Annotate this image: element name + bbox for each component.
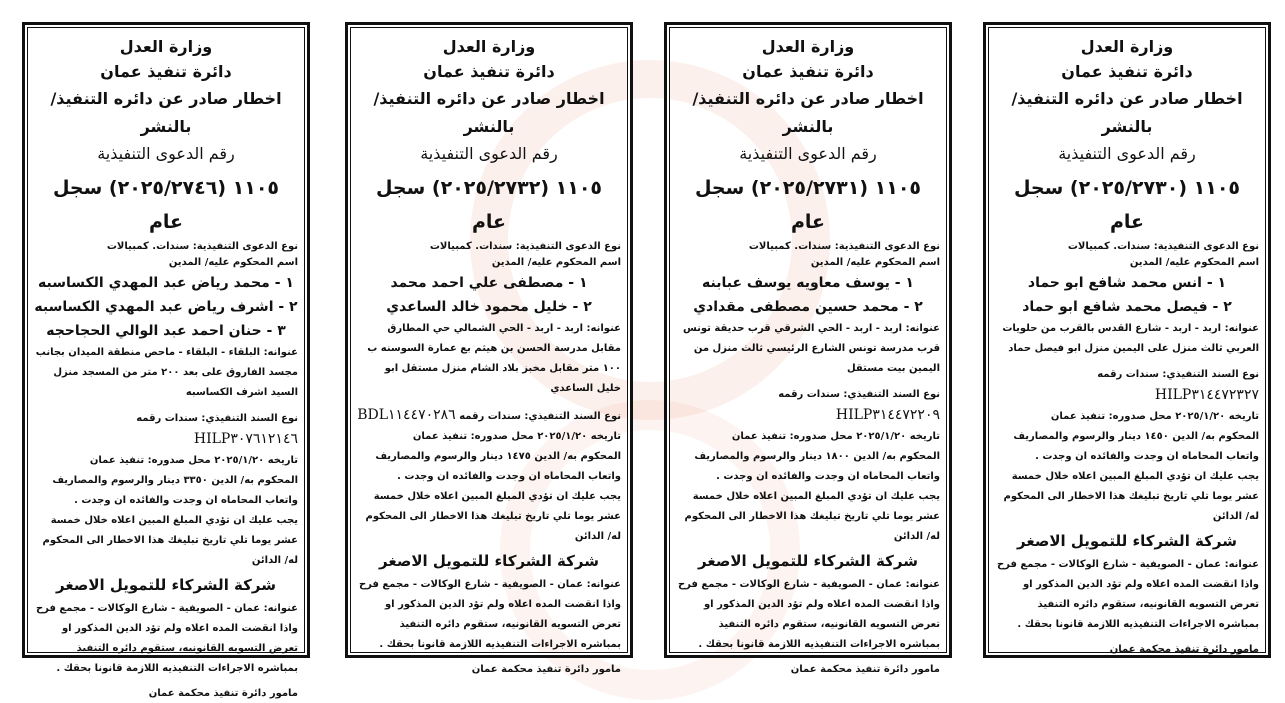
case-number: ١١٠٥ (٢٠٢٥/٢٧٣١) سجل عام [694,177,922,233]
defendant-address: عنوانه: اربد - اربد - الحي الشمالي حي المطارق مقابل مدرسة الحسن بن هيثم بع عمارة السوسنه ب ١٠٠ متر مقابل مخبز بلاد الشام منزل مستقل ابو خليل الساعدي [367,323,621,394]
case-number: ١١٠٥ (٢٠٢٥/٢٧٣٠) سجل عام [1013,177,1241,233]
bond-line [676,385,940,427]
creditor-address: عنوانه: عمان - الصويفية - شارع الوكالات - مجمع فرح [996,559,1259,570]
creditor-company: شركة الشركاء للتمويل الاصغر [56,576,276,594]
defendant-name: ٢ - محمد حسين مصطفى مقدادي [693,299,923,315]
notice-headline: اخطار صادر عن دائره التنفيذ/ بالنشر [373,89,605,136]
bond-number: HILP٣١٤٤٧٢٣٢٧ [1154,387,1259,403]
bond-label: نوع السند التنفيذي: سندات رقمه [136,413,298,424]
defendant-address: عنوانه: اربد - اربد - شارع القدس بالقرب من حلويات العربي ثالث منزل على اليمين منزل ابو فيصل حماد [1002,323,1259,354]
bond-label: نوع السند التنفيذي: سندات رقمه [1097,369,1259,380]
case-type: نوع الدعوى التنفيذية: سندات. كمبيالات [748,241,940,252]
case-type: نوع الدعوى التنفيذية: سندات. كمبيالات [1067,241,1259,252]
case-number-label: رقم الدعوى التنفيذية [97,144,235,163]
creditor-address: عنوانه: عمان - الصويفية - شارع الوكالات - مجمع فرح [677,579,940,590]
notice-card [983,22,1271,658]
payment-demand: يجب عليك ان تؤدي المبلغ المبين اعلاه خلال خمسة عشر يوما تلي تاريخ تبليغك هذا الاخطار الى المحكوم له/ الدائن [365,491,621,542]
legal-warning: واذا انقضت المده اعلاه ولم تؤد الدين المذكور او تعرض التسويه القانونيه، ستقوم دائره التنفيذ بمباشره الاجراءات التنفيذيه اللازمة قانونا بحقك . [56,623,298,674]
judgment-amount: المحكوم به/ الدين ١٤٧٥ دينار والرسوم والمصاريف واتعاب المحاماه ان وجدت والفائده ان وجدت . [375,451,621,482]
ministry-title: وزارة العدل [119,37,213,56]
defendant-address: عنوانه: اربد - اربد - الحي الشرقي قرب حديقة تونس قرب مدرسة تونس الشارع الرئيسي ثالث منزل من اليمين بيت مستقل [683,323,940,374]
legal-warning: واذا انقضت المده اعلاه ولم تؤد الدين المذكور او تعرض التسويه القانونيه، ستقوم دائره التنفيذ بمباشره الاجراءات التنفيذيه اللازمة قانونا بحقك . [379,599,621,650]
case-number-label: رقم الدعوى التنفيذية [1058,144,1196,163]
notice-headline: اخطار صادر عن دائره التنفيذ/ بالنشر [1011,89,1243,136]
legal-warning: واذا انقضت المده اعلاه ولم تؤد الدين المذكور او تعرض التسويه القانونيه، ستقوم دائره التنفيذ بمباشره الاجراءات التنفيذيه اللازمة قانونا بحقك . [1017,579,1259,630]
bond-label: نوع السند التنفيذي: سندات رقمه [778,389,940,400]
creditor-company: شركة الشركاء للتمويل الاصغر [698,552,918,570]
department-title: دائرة تنفيذ عمان [742,62,874,81]
notice-card [664,22,952,675]
bond-date: تاريخه ٢٠٢٥/١/٢٠ محل صدوره: تنفيذ عمان [731,431,940,442]
case-type: نوع الدعوى التنفيذية: سندات. كمبيالات [429,241,621,252]
defendant-name: ١ - انس محمد شافع ابو حماد [1027,275,1227,291]
case-type: نوع الدعوى التنفيذية: سندات. كمبيالات [106,241,298,252]
judgment-amount: المحكوم به/ الدين ١٨٠٠ دينار والرسوم والمصاريف واتعاب المحاماه ان وجدت والفائده ان وجدت . [694,451,940,482]
judgment-amount: المحكوم به/ الدين ١٤٥٠ دينار والرسوم والمصاريف واتعاب المحاماه ان وجدت والفائده ان وجدت . [1013,431,1259,462]
department-title: دائرة تنفيذ عمان [1061,62,1193,81]
defendant-name: ١ - مصطفى علي احمد محمد [390,275,588,291]
legal-warning: واذا انقضت المده اعلاه ولم تؤد الدين المذكور او تعرض التسويه القانونيه، ستقوم دائره التنفيذ بمباشره الاجراءات التنفيذيه اللازمة قانونا بحقك . [698,599,940,650]
bond-number: HILP٣١٤٤٧٢٢٠٩ [835,407,940,423]
payment-demand: يجب عليك ان تؤدي المبلغ المبين اعلاه خلال خمسة عشر يوما تلي تاريخ تبليغك هذا الاخطار الى المحكوم له/ الدائن [1003,471,1259,522]
defendant-label: اسم المحكوم عليه/ المدين [168,257,298,268]
bond-date: تاريخه ٢٠٢٥/١/٢٠ محل صدوره: تنفيذ عمان [89,455,298,466]
case-number: ١١٠٥ (٢٠٢٥/٢٧٤٦) سجل عام [52,177,280,233]
creditor-address: عنوانه: عمان - الصويفية - شارع الوكالات - مجمع فرح [35,603,298,614]
bond-number: HILP٣٠٧٦١٢١٤٦ [193,431,298,447]
signature-footer: مامور دائرة تنفيذ محكمة عمان [1109,644,1259,655]
defendant-address: عنوانه: البلقاء - البلقاء - ماحص منطقة الميدان بجانب مجسد الفاروق على بعد ٢٠٠ متر من المسجد منزل السيد اشرف الكساسبه [35,347,298,398]
case-number: ١١٠٥ (٢٠٢٥/٢٧٣٢) سجل عام [375,177,603,233]
signature-footer: مامور دائرة تنفيذ محكمة عمان [790,664,940,675]
bond-line [34,409,298,451]
defendant-label: اسم المحكوم عليه/ المدين [1129,257,1259,268]
defendant-name: ٢ - فيصل محمد شافع ابو حماد [1022,299,1232,315]
signature-footer: مامور دائرة تنفيذ محكمة عمان [471,664,621,675]
bond-label: نوع السند التنفيذي: سندات رقمه [459,411,621,422]
defendant-label: اسم المحكوم عليه/ المدين [810,257,940,268]
ministry-title: وزارة العدل [1080,37,1174,56]
creditor-address: عنوانه: عمان - الصويفية - شارع الوكالات - مجمع فرح [358,579,621,590]
notice-headline: اخطار صادر عن دائره التنفيذ/ بالنشر [50,89,282,136]
case-number-label: رقم الدعوى التنفيذية [739,144,877,163]
notice-card [22,22,310,699]
defendant-name: ٣ - حنان احمد عبد الوالي الحجاحجه [46,323,286,339]
defendant-label: اسم المحكوم عليه/ المدين [491,257,621,268]
creditor-company: شركة الشركاء للتمويل الاصغر [1017,532,1237,550]
defendant-name: ٢ - خليل محمود خالد الساعدي [386,299,592,315]
creditor-company: شركة الشركاء للتمويل الاصغر [379,552,599,570]
payment-demand: يجب عليك ان تؤدي المبلغ المبين اعلاه خلال خمسة عشر يوما تلي تاريخ تبليغك هذا الاخطار الى المحكوم له/ الدائن [684,491,940,542]
defendant-name: ١ - يوسف معاويه يوسف عبابنه [702,275,914,291]
department-title: دائرة تنفيذ عمان [100,62,232,81]
ministry-title: وزارة العدل [761,37,855,56]
case-number-label: رقم الدعوى التنفيذية [420,144,558,163]
department-title: دائرة تنفيذ عمان [423,62,555,81]
defendant-name: ٢ - اشرف رياض عبد المهدي الكساسبه [34,299,298,315]
bond-line [995,365,1259,407]
bond-line [357,405,621,427]
signature-footer: مامور دائرة تنفيذ محكمة عمان [148,688,298,699]
defendant-name: ١ - محمد رياض عبد المهدي الكساسبه [38,275,294,291]
bond-date: تاريخه ٢٠٢٥/١/٢٠ محل صدوره: تنفيذ عمان [1050,411,1259,422]
notice-headline: اخطار صادر عن دائره التنفيذ/ بالنشر [692,89,924,136]
notice-card [345,22,633,675]
judgment-amount: المحكوم به/ الدين ٣٣٥٠ دينار والرسوم والمصاريف واتعاب المحاماه ان وجدت والفائده ان وجدت . [52,475,298,506]
ministry-title: وزارة العدل [442,37,536,56]
bond-date: تاريخه ٢٠٢٥/١/٢٠ محل صدوره: تنفيذ عمان [412,431,621,442]
payment-demand: يجب عليك ان تؤدي المبلغ المبين اعلاه خلال خمسة عشر يوما تلي تاريخ تبليغك هذا الاخطار الى المحكوم له/ الدائن [42,515,298,566]
bond-number: BDL١١٤٤٧٠٢٨٦ [357,407,456,423]
